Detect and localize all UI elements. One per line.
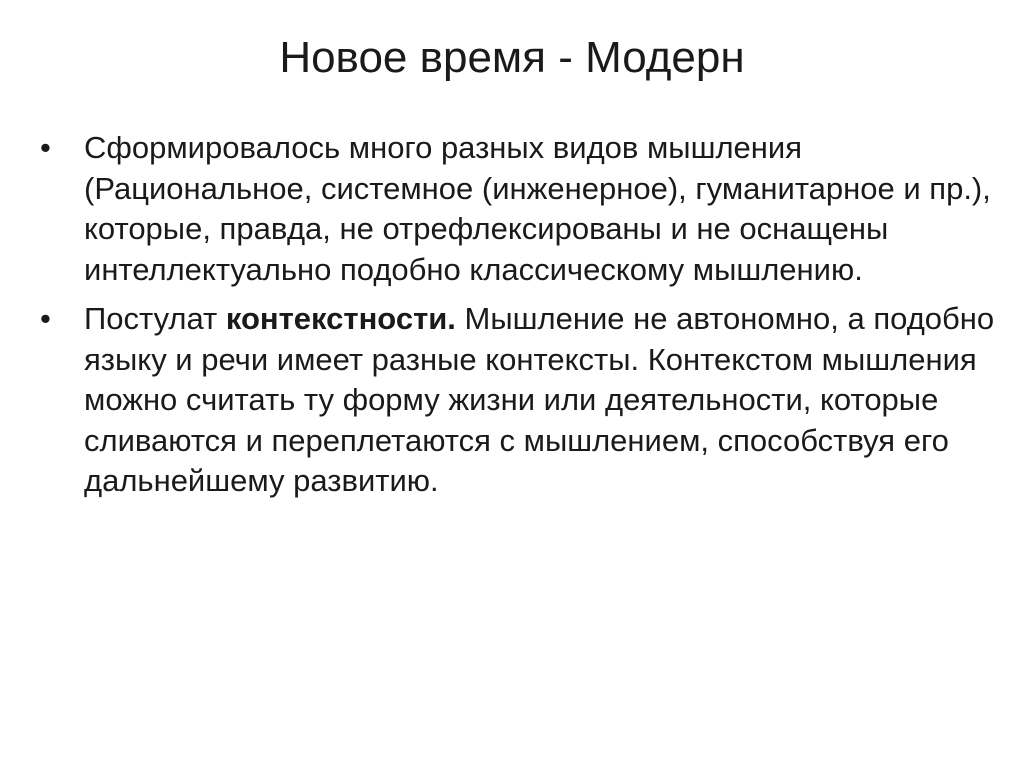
bullet-text: Мышление не автономно, а подобно языку и речи имеет разные контексты. Контекстом мышления можно считать ту форму жизни или деятельности, которые сливаются и переплетаются с мышлением, способствуя его дальнейшему развитию. (84, 301, 995, 498)
bullet-marker-icon: • (40, 130, 51, 165)
slide-title: Новое время - Модерн (279, 33, 745, 82)
bullet-lead-text: Постулат (84, 301, 226, 336)
bullet-item (40, 299, 1000, 502)
bullet-bold-term: контекстности. (225, 301, 456, 336)
bullet-item (40, 128, 1000, 290)
bullet-marker-icon: • (40, 301, 51, 336)
bullet-text: Сформировалось много разных видов мышления (Рациональное, системное (инженерное), гуманитарное и пр.), которые, правда, не отрефлексированы и не оснащены интеллектуально подобно классическому мышлению. (84, 130, 991, 287)
bullet-list (40, 128, 1000, 511)
